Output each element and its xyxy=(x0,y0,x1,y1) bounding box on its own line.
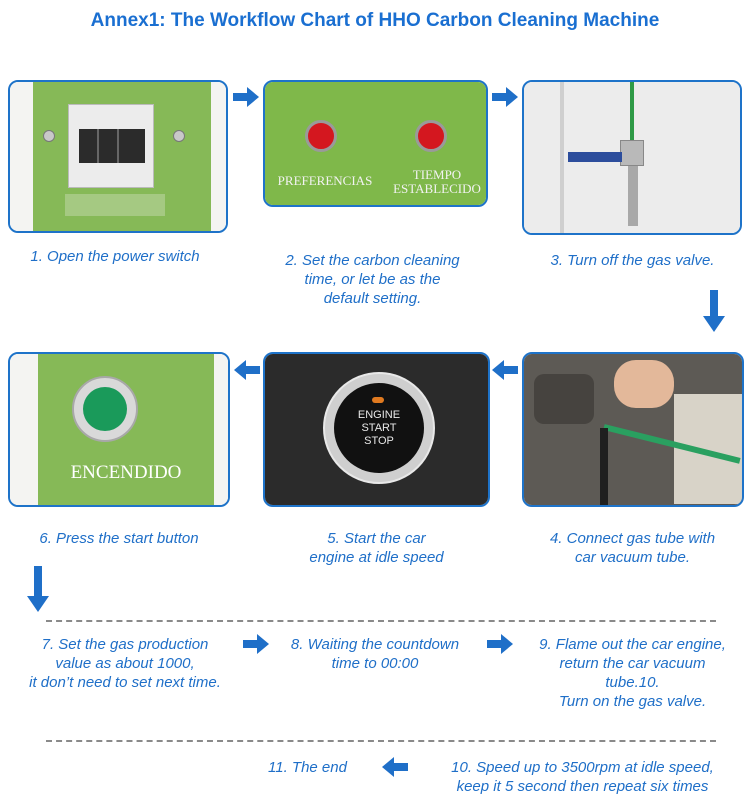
arrow-right-icon xyxy=(243,634,269,654)
step6-photo-card xyxy=(8,352,230,507)
step4-caption-line: 4. Connect gas tube with xyxy=(549,530,716,547)
step7-caption xyxy=(5,635,245,692)
step7-caption-line: value as about 1000, xyxy=(55,655,195,672)
red-button-icon xyxy=(305,120,337,152)
gas-valve-icon xyxy=(620,140,644,166)
divider xyxy=(46,620,716,622)
step2-caption-line: default setting. xyxy=(323,290,422,307)
step10-caption-line: keep it 5 second then repeat six times xyxy=(456,778,709,795)
arrow-right-icon xyxy=(233,87,259,107)
step2-caption xyxy=(255,251,490,308)
step9-caption-line: return the car vacuum xyxy=(559,655,706,672)
step1-caption: 1. Open the power switch xyxy=(30,248,200,265)
arrow-down-icon xyxy=(703,290,725,332)
step11-caption: 11. The end xyxy=(268,759,347,776)
step6-caption: 6. Press the start button xyxy=(39,530,199,547)
step8-caption-line: time to 00:00 xyxy=(331,655,419,672)
step3-photo-card xyxy=(522,80,742,235)
arrow-down-icon xyxy=(27,566,49,612)
green-start-button-icon xyxy=(72,376,138,442)
step5-caption-line: engine at idle speed xyxy=(309,549,444,566)
stop-label: STOP xyxy=(364,435,394,447)
step5-caption-line: 5. Start the car xyxy=(327,530,426,547)
step7-caption-line: 7. Set the gas production xyxy=(41,636,209,653)
red-button-icon xyxy=(415,120,447,152)
arrow-left-icon xyxy=(492,360,518,380)
step7-caption-line: it don’t need to set next time. xyxy=(29,674,221,691)
step3-caption: 3. Turn off the gas valve. xyxy=(550,252,715,269)
step10-caption-line: 10. Speed up to 3500rpm at idle speed, xyxy=(451,759,714,776)
page-title: Annex1: The Workflow Chart of HHO Carbon Cleaning Machine xyxy=(90,10,660,31)
step9-caption-line: tube.10. xyxy=(605,674,660,691)
arrow-left-icon xyxy=(382,757,408,777)
step5-caption xyxy=(263,529,490,567)
tiempo-label: TIEMPO ESTABLECIDO xyxy=(393,167,481,196)
step2-caption-line: time, or let be as the xyxy=(304,271,441,288)
step8-caption xyxy=(270,635,480,673)
step4-caption-line: car vacuum tube. xyxy=(574,549,691,566)
step8-caption-line: 8. Waiting the countdown xyxy=(290,636,460,653)
divider xyxy=(46,740,716,742)
step9-caption-line: Turn on the gas valve. xyxy=(558,693,707,710)
step1-photo-card xyxy=(8,80,228,233)
step2-caption-line: 2. Set the carbon cleaning xyxy=(285,252,460,269)
hand-icon xyxy=(614,360,674,408)
arrow-right-icon xyxy=(487,634,513,654)
green-gas-tube xyxy=(630,82,634,142)
step4-caption xyxy=(515,529,750,567)
encendido-label: ENCENDIDO xyxy=(70,462,182,483)
step9-caption xyxy=(515,635,750,711)
step10-caption xyxy=(420,758,745,796)
step5-photo-card xyxy=(263,352,490,507)
circuit-breaker xyxy=(68,104,154,188)
step9-caption-line: 9. Flame out the car engine, xyxy=(539,636,726,653)
preferencias-label: PREFERENCIAS xyxy=(277,173,373,188)
step4-photo-card xyxy=(522,352,744,507)
start-label: START xyxy=(361,422,397,434)
step2-photo-card xyxy=(263,80,488,207)
arrow-left-icon xyxy=(234,360,260,380)
arrow-right-icon xyxy=(492,87,518,107)
engine-start-button-icon xyxy=(323,372,435,484)
engine-label: ENGINE xyxy=(357,409,401,421)
